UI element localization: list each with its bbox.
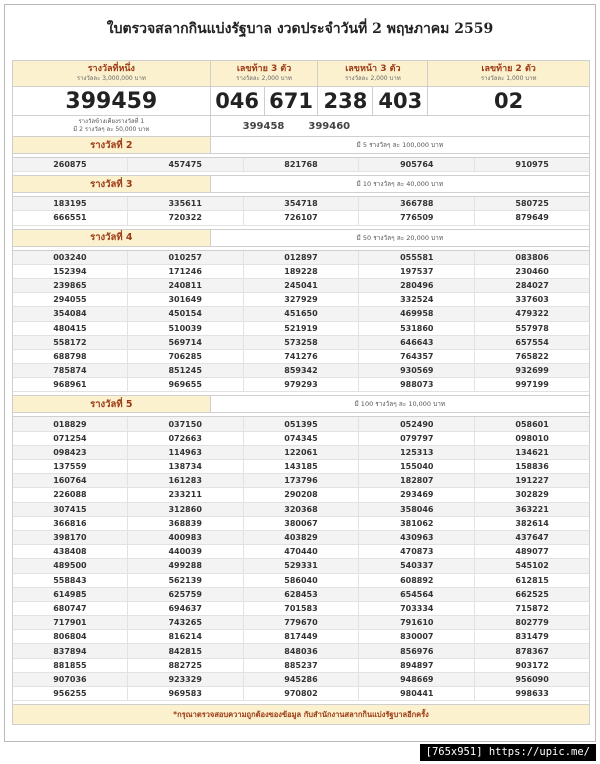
prize-number: 806804 (13, 630, 128, 644)
prize-number: 071254 (13, 432, 128, 446)
prize-number: 301649 (128, 293, 244, 307)
lottery-sheet-frame (4, 4, 596, 742)
prize-number: 851245 (128, 364, 244, 378)
prize-number: 831479 (475, 630, 590, 644)
prize-number: 717901 (13, 616, 128, 630)
prize-number: 802779 (475, 616, 590, 630)
prize-number: 529331 (244, 559, 360, 573)
prize-number: 948669 (359, 673, 475, 687)
prize-number: 430963 (359, 531, 475, 545)
prize-number: 337603 (475, 293, 590, 307)
prize-number: 557978 (475, 322, 590, 336)
prize-number: 302829 (475, 488, 590, 502)
prize-number: 907036 (13, 673, 128, 687)
last2-amount: รางวัลละ 1,000 บาท (480, 75, 537, 82)
prize-number: 197537 (359, 265, 475, 279)
prize-number: 469958 (359, 307, 475, 321)
prize-number-row (13, 460, 590, 474)
prize-number: 354718 (244, 197, 360, 211)
prize-number: 052490 (359, 417, 475, 431)
prize-number: 233211 (128, 488, 244, 502)
prize-number: 979293 (244, 378, 360, 392)
prize-number: 354084 (13, 307, 128, 321)
prize-number: 969583 (128, 687, 244, 701)
prize-number-row (13, 432, 590, 446)
prize-number-row (13, 574, 590, 588)
near-prize-values (211, 116, 590, 137)
prize-number: 437647 (475, 531, 590, 545)
prize-number: 930569 (359, 364, 475, 378)
prize-number-row (13, 673, 590, 687)
prize-number: 480415 (13, 322, 128, 336)
prize-number: 791610 (359, 616, 475, 630)
prize-number: 510039 (128, 322, 244, 336)
prize-number: 137559 (13, 460, 128, 474)
last2-header (428, 61, 590, 87)
prize-number: 098423 (13, 446, 128, 460)
prize-section-note: มี 10 รางวัลๆ ละ 40,000 บาท (211, 176, 590, 193)
prize-section-header (13, 137, 590, 154)
prize-number-row (13, 322, 590, 336)
results-table (12, 60, 590, 725)
prize-number: 558172 (13, 336, 128, 350)
prize-number: 743265 (128, 616, 244, 630)
prize-number-row (13, 307, 590, 321)
prize-number: 545102 (475, 559, 590, 573)
prize-number: 489077 (475, 545, 590, 559)
prize-number: 155040 (359, 460, 475, 474)
prize-number: 160764 (13, 474, 128, 488)
prize-number: 125313 (359, 446, 475, 460)
prize-number: 580725 (475, 197, 590, 211)
prize-number: 293469 (359, 488, 475, 502)
prize-sections (13, 137, 590, 705)
prize-number: 055581 (359, 251, 475, 265)
prize-number-row (13, 446, 590, 460)
prize-number: 191227 (475, 474, 590, 488)
first-prize-number: 399459 (13, 87, 211, 116)
prize-number: 816214 (128, 630, 244, 644)
prize-number: 058601 (475, 417, 590, 431)
prize-number: 083806 (475, 251, 590, 265)
prize-number: 945286 (244, 673, 360, 687)
prize-number: 881855 (13, 659, 128, 673)
prize-number: 037150 (128, 417, 244, 431)
prize-number: 531860 (359, 322, 475, 336)
prize-number-row (13, 158, 590, 172)
prize-number: 970802 (244, 687, 360, 701)
prize-number-row (13, 488, 590, 502)
prize-number-row (13, 211, 590, 225)
prize-number: 956090 (475, 673, 590, 687)
prize-number: 562139 (128, 574, 244, 588)
near-prize-label-line1: รางวัลข้างเคียงรางวัลที่ 1 (78, 118, 145, 125)
prize-number: 726107 (244, 211, 360, 225)
prize-number-row (13, 336, 590, 350)
prize-number-row (13, 602, 590, 616)
last3-number-2: 671 (265, 87, 319, 116)
page-title: ใบตรวจสลากกินแบ่งรัฐบาล งวดประจำวันที่ 2 พฤษภาคม 2559 (106, 21, 494, 37)
last2-label: เลขท้าย 2 ตัว (481, 64, 536, 74)
prize-number: 499288 (128, 559, 244, 573)
prize-number: 307415 (13, 503, 128, 517)
prize-number: 779670 (244, 616, 360, 630)
prize-number: 830007 (359, 630, 475, 644)
prize-section-label: รางวัลที่ 3 (13, 176, 211, 193)
prize-number: 903172 (475, 659, 590, 673)
near-prize-number-2: 399460 (308, 120, 351, 132)
prize-number: 882725 (128, 659, 244, 673)
prize-number: 998633 (475, 687, 590, 701)
prize-number: 335611 (128, 197, 244, 211)
prize-number: 612815 (475, 574, 590, 588)
prize-number: 720322 (128, 211, 244, 225)
last2-number: 02 (428, 87, 590, 116)
prize-number: 440039 (128, 545, 244, 559)
prize-number: 785874 (13, 364, 128, 378)
near-prize-number-1: 399458 (242, 120, 285, 132)
prize-number: 363221 (475, 503, 590, 517)
prize-number: 051395 (244, 417, 360, 431)
prize-number: 366788 (359, 197, 475, 211)
prize-number: 226088 (13, 488, 128, 502)
prize-number: 134621 (475, 446, 590, 460)
prize-number: 521919 (244, 322, 360, 336)
prize-number-row (13, 616, 590, 630)
prize-number-row (13, 293, 590, 307)
prize-number-row (13, 197, 590, 211)
prize-number: 457475 (128, 158, 244, 172)
prize-section-header (13, 396, 590, 413)
prize-number: 018829 (13, 417, 128, 431)
prize-number: 662525 (475, 588, 590, 602)
prize-number: 821768 (244, 158, 360, 172)
prize-number: 540337 (359, 559, 475, 573)
prize-section-note: มี 50 รางวัลๆ ละ 20,000 บาท (211, 230, 590, 247)
prize-number: 161283 (128, 474, 244, 488)
prize-number: 856976 (359, 644, 475, 658)
prize-number: 470873 (359, 545, 475, 559)
prize-number: 764357 (359, 350, 475, 364)
prize-number: 715872 (475, 602, 590, 616)
prize-number: 398170 (13, 531, 128, 545)
prize-number: 171246 (128, 265, 244, 279)
prize-number-row (13, 350, 590, 364)
prize-number: 646643 (359, 336, 475, 350)
footer-row (13, 705, 590, 725)
prize-number: 358046 (359, 503, 475, 517)
prize-number: 885237 (244, 659, 360, 673)
prize-number-row (13, 687, 590, 701)
prize-number: 152394 (13, 265, 128, 279)
prize-number: 327929 (244, 293, 360, 307)
prize-number: 074345 (244, 432, 360, 446)
prize-number: 003240 (13, 251, 128, 265)
prize-number: 956255 (13, 687, 128, 701)
prize-number-row (13, 545, 590, 559)
prize-number: 625759 (128, 588, 244, 602)
last3-amount: รางวัลละ 2,000 บาท (236, 75, 292, 82)
prize-number: 368839 (128, 517, 244, 531)
prize-number: 122061 (244, 446, 360, 460)
prize-number: 842815 (128, 644, 244, 658)
prize-number: 450154 (128, 307, 244, 321)
first-prize-header (13, 61, 211, 87)
prize-number: 332524 (359, 293, 475, 307)
prize-number: 380067 (244, 517, 360, 531)
prize-number: 239865 (13, 279, 128, 293)
first-prize-amount: รางวัลละ 3,000,000 บาท (76, 75, 146, 82)
prize-number-row (13, 531, 590, 545)
prize-number: 923329 (128, 673, 244, 687)
prize-number: 558843 (13, 574, 128, 588)
prize-number: 817449 (244, 630, 360, 644)
last3-label: เลขท้าย 3 ตัว (236, 64, 292, 74)
prize-number: 489500 (13, 559, 128, 573)
prize-number: 245041 (244, 279, 360, 293)
prize-number: 138734 (128, 460, 244, 474)
prize-number: 628453 (244, 588, 360, 602)
prize-number: 320368 (244, 503, 360, 517)
prize-number: 878367 (475, 644, 590, 658)
front3-header (318, 61, 428, 87)
prize-section-header (13, 176, 590, 193)
prize-number: 741276 (244, 350, 360, 364)
prize-number-row (13, 251, 590, 265)
prize-number: 586040 (244, 574, 360, 588)
prize-number: 706285 (128, 350, 244, 364)
prize-number-row (13, 417, 590, 431)
front3-amount: รางวัลละ 2,000 บาท (345, 75, 401, 82)
prize-number-row (13, 517, 590, 531)
prize-number: 932699 (475, 364, 590, 378)
front3-label: เลขหน้า 3 ตัว (345, 64, 401, 74)
prize-number: 143185 (244, 460, 360, 474)
prize-number: 910975 (475, 158, 590, 172)
front3-number-1: 238 (318, 87, 373, 116)
prize-number: 230460 (475, 265, 590, 279)
prize-number: 879649 (475, 211, 590, 225)
prize-section-label: รางวัลที่ 2 (13, 137, 211, 154)
prize-number: 438408 (13, 545, 128, 559)
prize-number-row (13, 503, 590, 517)
prize-number-row (13, 644, 590, 658)
prize-section-note: มี 5 รางวัลๆ ละ 100,000 บาท (211, 137, 590, 154)
prize-header-row (13, 61, 590, 87)
prize-number: 114963 (128, 446, 244, 460)
prize-section-header (13, 230, 590, 247)
prize-number: 608892 (359, 574, 475, 588)
image-host-watermark: [765x951] https://upic.me/ (420, 744, 596, 761)
near-first-prize-row (13, 116, 590, 137)
main-results-row (13, 87, 590, 116)
prize-number: 400983 (128, 531, 244, 545)
prize-number: 189228 (244, 265, 360, 279)
prize-number: 997199 (475, 378, 590, 392)
prize-number: 776509 (359, 211, 475, 225)
prize-number: 079797 (359, 432, 475, 446)
prize-number: 657554 (475, 336, 590, 350)
prize-number: 614985 (13, 588, 128, 602)
prize-number: 688798 (13, 350, 128, 364)
footer-note: *กรุณาตรวจสอบความถูกต้องของข้อมูล กับสำนักงานสลากกินแบ่งรัฐบาลอีกครั้ง (13, 705, 590, 725)
prize-number-row (13, 559, 590, 573)
prize-number: 680747 (13, 602, 128, 616)
prize-number: 451650 (244, 307, 360, 321)
prize-number: 569714 (128, 336, 244, 350)
prize-number-row (13, 659, 590, 673)
prize-number: 479322 (475, 307, 590, 321)
prize-number-row (13, 279, 590, 293)
prize-number: 290208 (244, 488, 360, 502)
prize-number: 098010 (475, 432, 590, 446)
near-prize-label-line2: มี 2 รางวัลๆ ละ 50,000 บาท (73, 126, 150, 133)
prize-number: 765822 (475, 350, 590, 364)
prize-number: 969655 (128, 378, 244, 392)
prize-number-row (13, 265, 590, 279)
prize-number: 366816 (13, 517, 128, 531)
prize-number: 968961 (13, 378, 128, 392)
prize-number-row (13, 364, 590, 378)
prize-number: 470440 (244, 545, 360, 559)
prize-number: 403829 (244, 531, 360, 545)
prize-number: 260875 (13, 158, 128, 172)
prize-section-label: รางวัลที่ 5 (13, 396, 211, 413)
prize-section-note: มี 100 รางวัลๆ ละ 10,000 บาท (211, 396, 590, 413)
near-prize-label (13, 116, 211, 137)
prize-number: 654564 (359, 588, 475, 602)
prize-number: 382614 (475, 517, 590, 531)
prize-number: 988073 (359, 378, 475, 392)
prize-number: 010257 (128, 251, 244, 265)
prize-number: 701583 (244, 602, 360, 616)
prize-number: 183195 (13, 197, 128, 211)
prize-number: 848036 (244, 644, 360, 658)
prize-number: 905764 (359, 158, 475, 172)
prize-number: 158836 (475, 460, 590, 474)
prize-number: 381062 (359, 517, 475, 531)
prize-number: 666551 (13, 211, 128, 225)
prize-number: 894897 (359, 659, 475, 673)
prize-number: 859342 (244, 364, 360, 378)
prize-number: 012897 (244, 251, 360, 265)
first-prize-label: รางวัลที่หนึ่ง (87, 64, 135, 74)
prize-number: 703334 (359, 602, 475, 616)
prize-number: 294055 (13, 293, 128, 307)
prize-number-row (13, 630, 590, 644)
prize-number: 312860 (128, 503, 244, 517)
prize-number: 284027 (475, 279, 590, 293)
prize-section-label: รางวัลที่ 4 (13, 230, 211, 247)
prize-number: 072663 (128, 432, 244, 446)
prize-number-row (13, 378, 590, 392)
front3-number-2: 403 (373, 87, 428, 116)
prize-number: 280496 (359, 279, 475, 293)
prize-number: 182807 (359, 474, 475, 488)
prize-number-row (13, 474, 590, 488)
prize-number: 980441 (359, 687, 475, 701)
last3-number-1: 046 (211, 87, 265, 116)
last3-header (211, 61, 319, 87)
prize-number: 573258 (244, 336, 360, 350)
prize-number: 694637 (128, 602, 244, 616)
prize-number: 837894 (13, 644, 128, 658)
prize-number-row (13, 588, 590, 602)
prize-number: 240811 (128, 279, 244, 293)
prize-number: 173796 (244, 474, 360, 488)
